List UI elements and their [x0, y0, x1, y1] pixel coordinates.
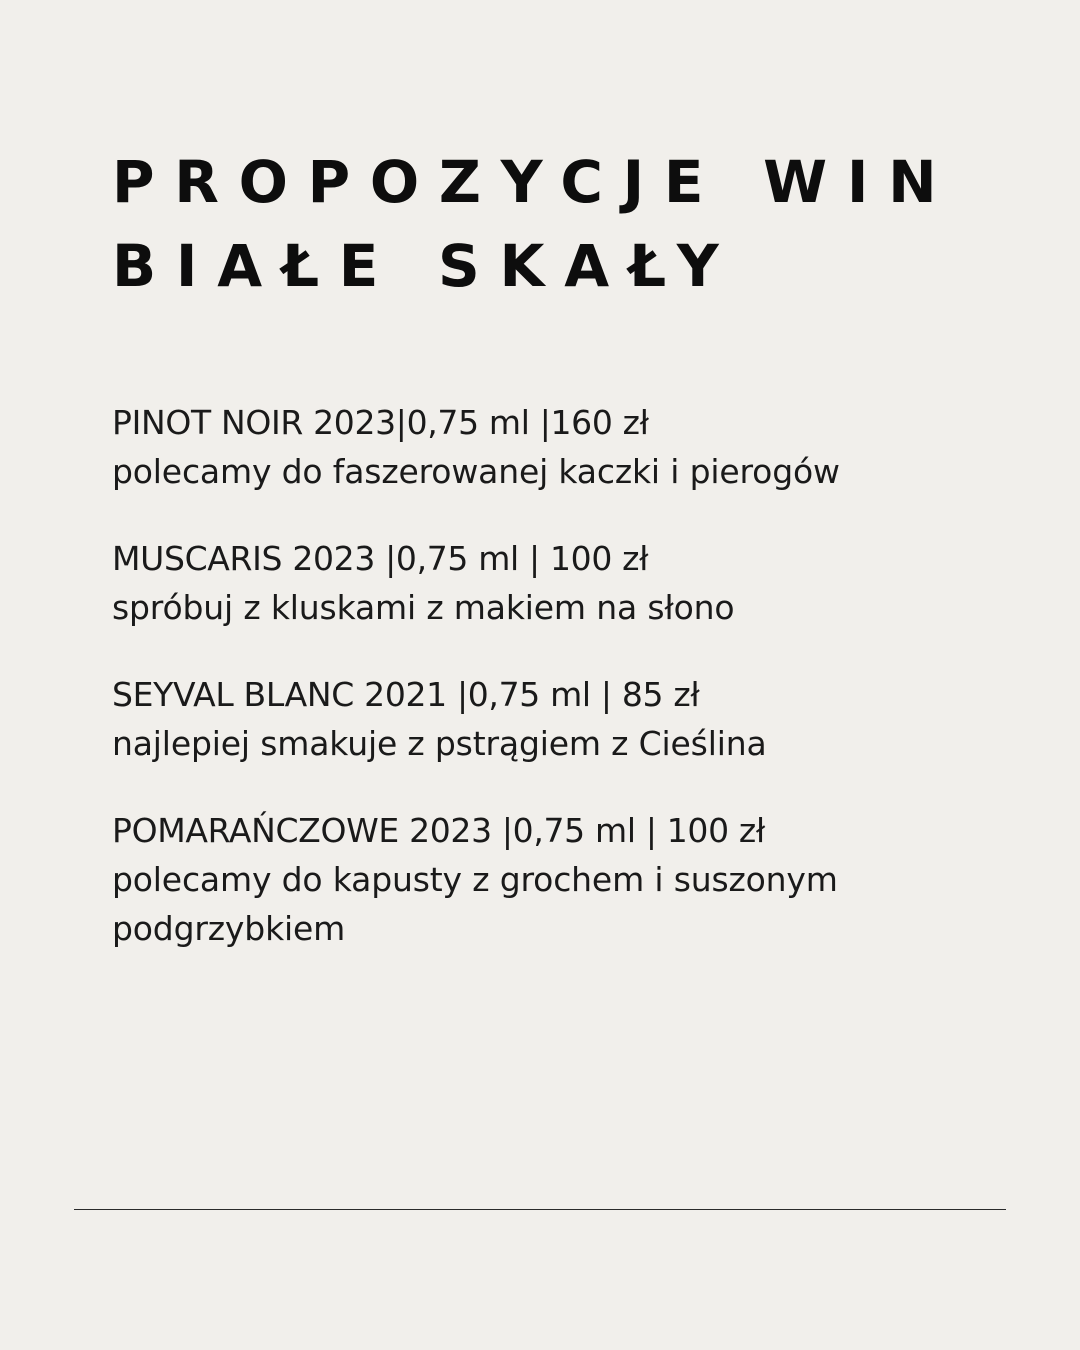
- wine-item-muscaris: [112, 534, 1012, 632]
- wine-heading: POMARAŃCZOWE 2023 |0,75 ml | 100 zł: [112, 811, 765, 850]
- bottom-divider: [74, 1209, 1006, 1210]
- wine-item-pomaranczowe: [112, 806, 1012, 953]
- wine-pairing: polecamy do kapusty z grochem i suszonym podgrzybkiem: [112, 860, 849, 948]
- wine-item-pinot-noir: [112, 398, 1012, 496]
- wine-heading: PINOT NOIR 2023|0,75 ml |160 zł: [112, 403, 649, 442]
- wine-pairing: polecamy do faszerowanej kaczki i pierogów: [112, 452, 840, 491]
- wine-heading: MUSCARIS 2023 |0,75 ml | 100 zł: [112, 539, 649, 578]
- page-title: [112, 140, 956, 308]
- wine-pairing: najlepiej smakuje z pstrągiem z Cieślina: [112, 724, 767, 763]
- wine-heading: SEYVAL BLANC 2021 |0,75 ml | 85 zł: [112, 675, 700, 714]
- wine-list: [112, 398, 1012, 991]
- title-line-2: BIAŁE SKAŁY: [112, 232, 739, 300]
- wine-pairing: spróbuj z kluskami z makiem na słono: [112, 588, 735, 627]
- wine-item-seyval-blanc: [112, 670, 1012, 768]
- title-line-1: PROPOZYCJE WIN: [112, 148, 957, 216]
